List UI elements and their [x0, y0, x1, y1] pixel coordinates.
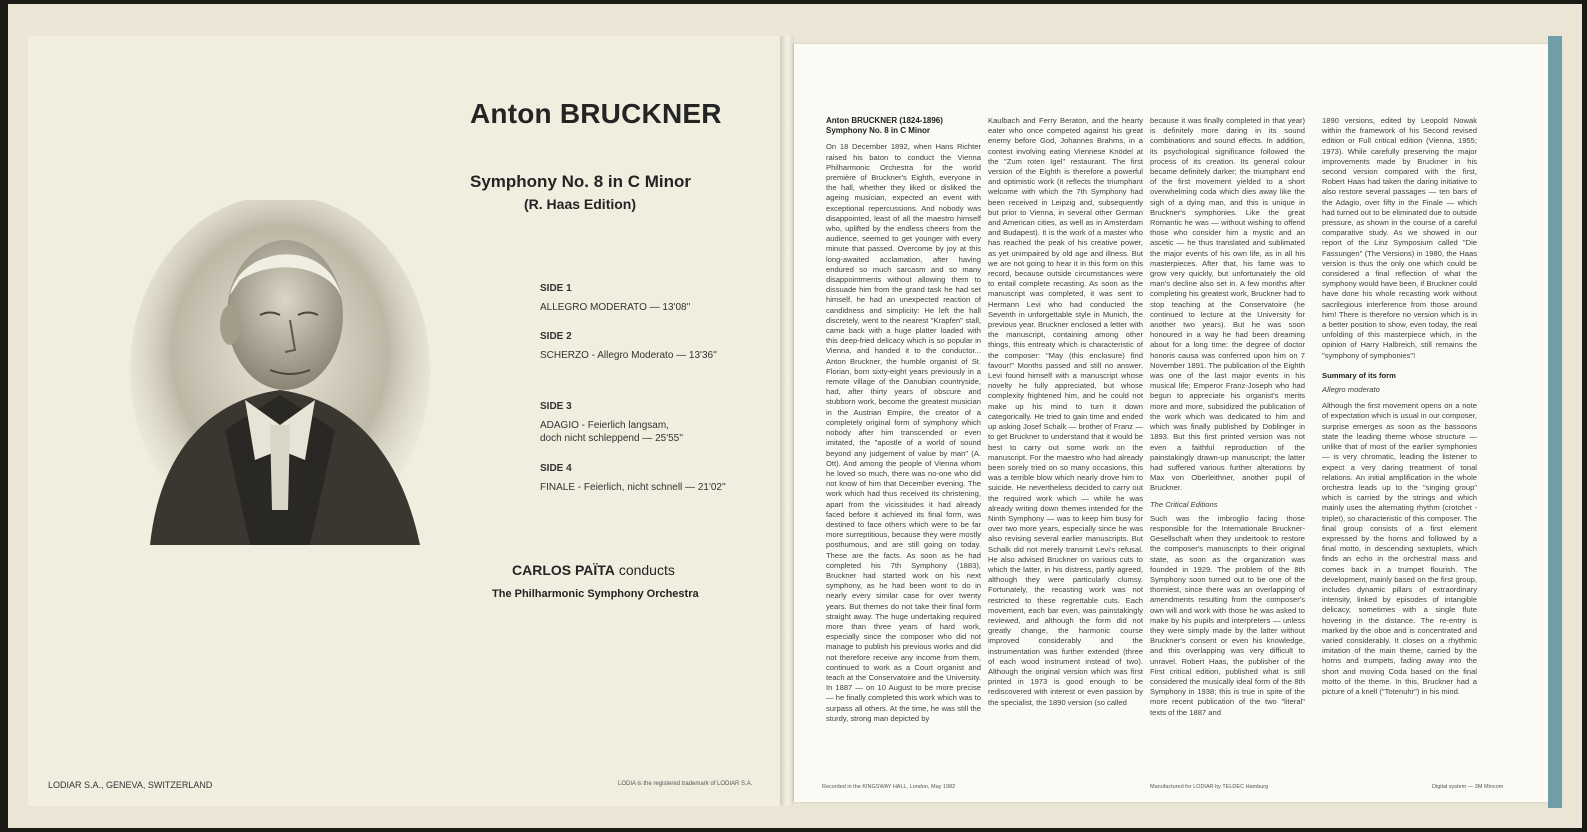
notes-subtitle: Symphony No. 8 in C Minor — [826, 126, 931, 136]
composer-portrait — [130, 200, 430, 545]
notes-column-2 — [988, 116, 1143, 708]
notes-column-1 — [826, 116, 981, 724]
work-title: Symphony No. 8 in C Minor — [470, 172, 692, 191]
conductor-credit — [512, 562, 675, 578]
side-label: SIDE 3 — [540, 401, 572, 412]
summary-heading: Summary of its form — [1322, 370, 1396, 380]
notes-text: Although the first movement opens on a note of expectation which is usual in our composer, surprise emerges as soon as the bassoons state the leading theme whose structure — unlike that of most of the earlier symphonies — is very chromatic, leading the listener to expect a very daring treatment of tonal relations. An initial amplification in the whole orchestra leads up to the "singing group" which is carried by the strings and which mainly uses the alternating rhythm (crotchet - triplet), so characteristic of this composer. The final group consists of a first element expressed by the horns and followed by a final motto, in descending sextuplets, which finds an echo in the orchestral mass and comes back in a trumpet flourish. The development, mainly based on the first group, includes dynamic pillars of extraordinary intensity, linked by episodes of intangible delicacy, sometimes with a single flute hovering in the distance. The re-entry is marked by the oboe and is concentrated and varied considerably. It closes on a rhythmic imitation of the main theme, carried by the horns and trumpets, fading away into the short and moving Coda based on the final motto of the theme. In this, Bruckner had a picture of a knell ("Totenuhr") in his mind. — [1322, 401, 1477, 696]
composer-last-name: BRUCKNER — [559, 98, 722, 129]
track-title: FINALE - Feierlich, nicht schnell — 21'02'' — [540, 482, 726, 493]
recording-note: Recorded in the KINGSWAY HALL, London, May 1982 — [822, 784, 956, 790]
track-side-1 — [540, 282, 690, 314]
track-title: ADAGIO - Feierlich langsam, doch nicht schleppend — 25'55'' — [540, 420, 684, 444]
track-title: ALLEGRO MODERATO — 13'08'' — [540, 302, 691, 313]
edition-label: (R. Haas Edition) — [524, 196, 637, 212]
digital-note: Digital system — 3M Mincom — [1432, 784, 1504, 790]
sleeve-fold — [780, 36, 794, 806]
notes-text: because it was finally completed in that year) is definitely more daring in its sound combinations and sound effects. In addition, its psychological significance followed the process of its creation. Its general colour became definitely darker; the triumphant end of the first movement yielded to a short overwhelming coda which dies away like the sigh of a dying man, and this is unique in Bruckner's symphonies. Like the great Romantic he was — without wishing to offend those who consider him a mystic and an ascetic — he thus translated and sublimated the major events of his own life, as in all his masterpieces. After that, his fame was to grow very quickly, but unfortunately the old man's decline also set in. A few months after completing his greatest work, Bruckner had to stop teaching at the Conservatoire (he continued to lecture at the University for another two years). But he was soon honoured in a way he had been dreaming about for a long time: the degree of doctor honoris causa was conferred upon him on 7 November 1891. The publication of the Eighth was one of the last major events in his musical life; Emperor Franz-Joseph who had begun to appreciate his organist's merits more and more, subsidized the publication of the work which was dedicated to him and which was finally published by Doblinger in 1893. But this first printed version was not even a faithful reproduction of the painstakingly drawn-up manuscript; the latter had suffered various further alterations by Max von Oberleithner, another pupil of Bruckner. — [1150, 116, 1305, 493]
section-heading: The Critical Editions — [1150, 499, 1218, 509]
track-side-2 — [540, 330, 717, 362]
side-label: SIDE 1 — [540, 283, 572, 294]
notes-column-3 — [1150, 116, 1305, 718]
company-footer: LODIAR S.A., GENEVA, SWITZERLAND — [48, 780, 213, 790]
track-title: SCHERZO - Allegro Moderato — 13'36'' — [540, 350, 717, 361]
side-label: SIDE 2 — [540, 331, 572, 342]
notes-text: Such was the imbroglio facing those responsible for the Internationale Bruckner-Gesellschaft when they undertook to restore the composer's manuscripts to their original state, as soon as the organization was founded in 1929. The problem of the 8th Symphony soon turned out to be one of the thorniest, since there was an overlapping of amendments resulting from the composer's own will and work with those he was asked to make by his pupils and interpreters — unless they were simply made by the latter without Bruckner's consent or even his knowledge, and this overlapping was very difficult to unravel. Robert Haas, the publisher of the First critical edition, published what is still considered the musically ideal form of the 8th Symphony in 1938; this is true in spite of the more recent publication of the two "literal" texts of the 1887 and — [1150, 513, 1305, 717]
composer-heading — [470, 98, 722, 130]
notes-text: On 18 December 1892, when Hans Richter raised his baton to conduct the Vienna Philharmonic Orchestra for the world première of Bruckner's Eighth, everyone in the hall, whether they liked or disliked the ageing musician, expected an event with exceptional repercussions. And nobody was disappointed, least of all the maestro himself who, uplifted by the endless cheers from the audience, seemed to get younger with every minute that passed. Overcome by joy at this long-awaited acclamation, after having endured so much sarcasm and so many disappointments without allowing them to dissuade him from the grand task he had set himself, he had an unexpected reaction of candidness and simplicity: He left the hall discretely, went to the nearest "Krapfen" stall, came back with a huge platter loaded with this deep-fried delicacy which is so popular in Vienna, and handed it to the conductor... Anton Bruckner, the humble organist of St. Florian, born sixty-eight years previously in a remote village of the Danubian countryside, had, after thirty years of obscure and stubborn work, become the greatest musician in the Austrian Empire, the creator of a completely original form of symphony which nobody after him transcended or even imitated, the "apostle of a world of sound beyond any judgement of value by man" (A. Ott). And among the people of Vienna whom he loved so much, there was no-one who did not know of him that December evening. The work which had thus received its christening, apart from the vicissitudes it had already faced before it achieved its final form, was destined to face others which were to be far more surreptitious, because they were mostly posthumous, and are still going on today. These are the facts. As soon as he had completed his 7th Symphony (1883), Bruckner had started work on his next symphony, as he had been wont to do in nearly every similar case for over twenty years. But themes do not take their final form straight away. The huge undertaking required more than three years of hard work, especially since the composer who did not manage to publish his previous works and did not therefore receive any income from them, continued to work as a Court organist and teach at the Conservatoire and the University. In 1887 — on 10 August to be more precise — he finally completed this work which was to surpass all others. At the time, he was still the sturdy, strong man depicted by — [826, 142, 981, 723]
notes-text: Kaulbach and Ferry Beraton, and the hearty eater who once competed against his great enemy before God, Johannes Brahms, in a contest involving eating Viennese Knödel at the "Zum roten Igel" restaurant. The first version of the Eighth is therefore a powerful and optimistic work (it reflects the triumphant welcome with which the 7th Symphony had been received in Leipzig and, subsequently but prior to Vienna, in several other German and American cities, as well as in Amsterdam and Budapest). It is the work of a master who has reached the peak of his creative power, as yet unimpaired by old age and illness. But we are not going to hear it in this form on this record, because outside circumstances were to entail complete recasting. As soon as the manuscript was completed, it was sent to Hermann Levi who had conducted the Seventh in unforgettable style in Munich, the previous year. Bruckner enclosed a letter with the manuscript, containing among other things, this entreaty which is characteristic of the composer: "May (this enclosure) find favour!" Months passed and still no answer. Levi found himself with a manuscript whose novelty he fully appreciated, but whose complexity frightened him, and he could not make up his mind to turn it down categorically. He tried to gain time and ended up asking Josef Schalk — brother of Franz — to get Bruckner to understand that it would be best to carry out some work on the manuscript. For the maestro who had already been sorely tried on so many occasions, this was a terrible blow which nearly drove him to suicide. He nevertheless decided to carry out the required work which — while he was already writing down themes intended for the Ninth Symphony — was to keep him busy for over two more years, especially since he was also revising several earlier manuscripts. But Schalk did not merely transmit Levi's refusal. He also advised Bruckner on various cuts to which the latter, in his distress, partly agreed, although they were particularly clumsy. Fortunately, the recasting work was not restricted to these regrettable cuts. Each movement, each bar even, was painstakingly reviewed, and although the form did not greatly change, the harmonic course improved considerably and the instrumentation was further extended (three of each wood instrument instead of two). Although the original version which was first printed in 1973 is good enough to be rediscovered with interest or even passion by the specialist, the 1890 version (so called — [988, 116, 1143, 707]
track-side-3 — [540, 400, 690, 445]
trademark-note: LODIA is the registered trademark of LODIAR S.A. — [618, 781, 753, 787]
movement-heading: Allegro moderato — [1322, 385, 1380, 395]
notes-column-4 — [1322, 116, 1477, 697]
side-label: SIDE 4 — [540, 463, 572, 474]
track-side-4 — [540, 462, 726, 494]
conductor-verb: conducts — [618, 562, 675, 578]
composer-first-name: Anton — [470, 98, 552, 129]
notes-title: Anton BRUCKNER (1824-1896) — [826, 116, 943, 125]
orchestra-name: The Philharmonic Symphony Orchestra — [492, 588, 699, 600]
conductor-name: CARLOS PAÏTA — [512, 562, 615, 578]
blue-edge — [1548, 36, 1562, 808]
notes-text: 1890 versions, edited by Leopold Nowak within the framework of his Second revised edition or Full critical edition (Vienna, 1955; 1973). While carefully preserving the major improvements made by Bruckner in his second version compared with the first, Robert Haas had taken the daring initiative to also restore several passages — ten bars of the Adagio, over fifty in the Finale — which had turned out to be eliminated due to outside pressure, as shown in the course of a careful comparative study. As we showed in our report of the Linz Symposium called "Die Fassungen" (The Versions) in 1980, the Haas version is thus the only one which could be considered a final reflection of what the symphony would have been, if Bruckner could have done his whole recasting work without sacrilegious interference from those around him! There is therefore no version which is in a better position to show, even today, the real unfolding of this masterpiece which, in the opinion of Harry Halbreich, still remains the "symphony of symphonies"! — [1322, 116, 1477, 360]
manufacturer-note: Manufactured for LODIAR by TELDEC Hamburg — [1150, 784, 1269, 790]
